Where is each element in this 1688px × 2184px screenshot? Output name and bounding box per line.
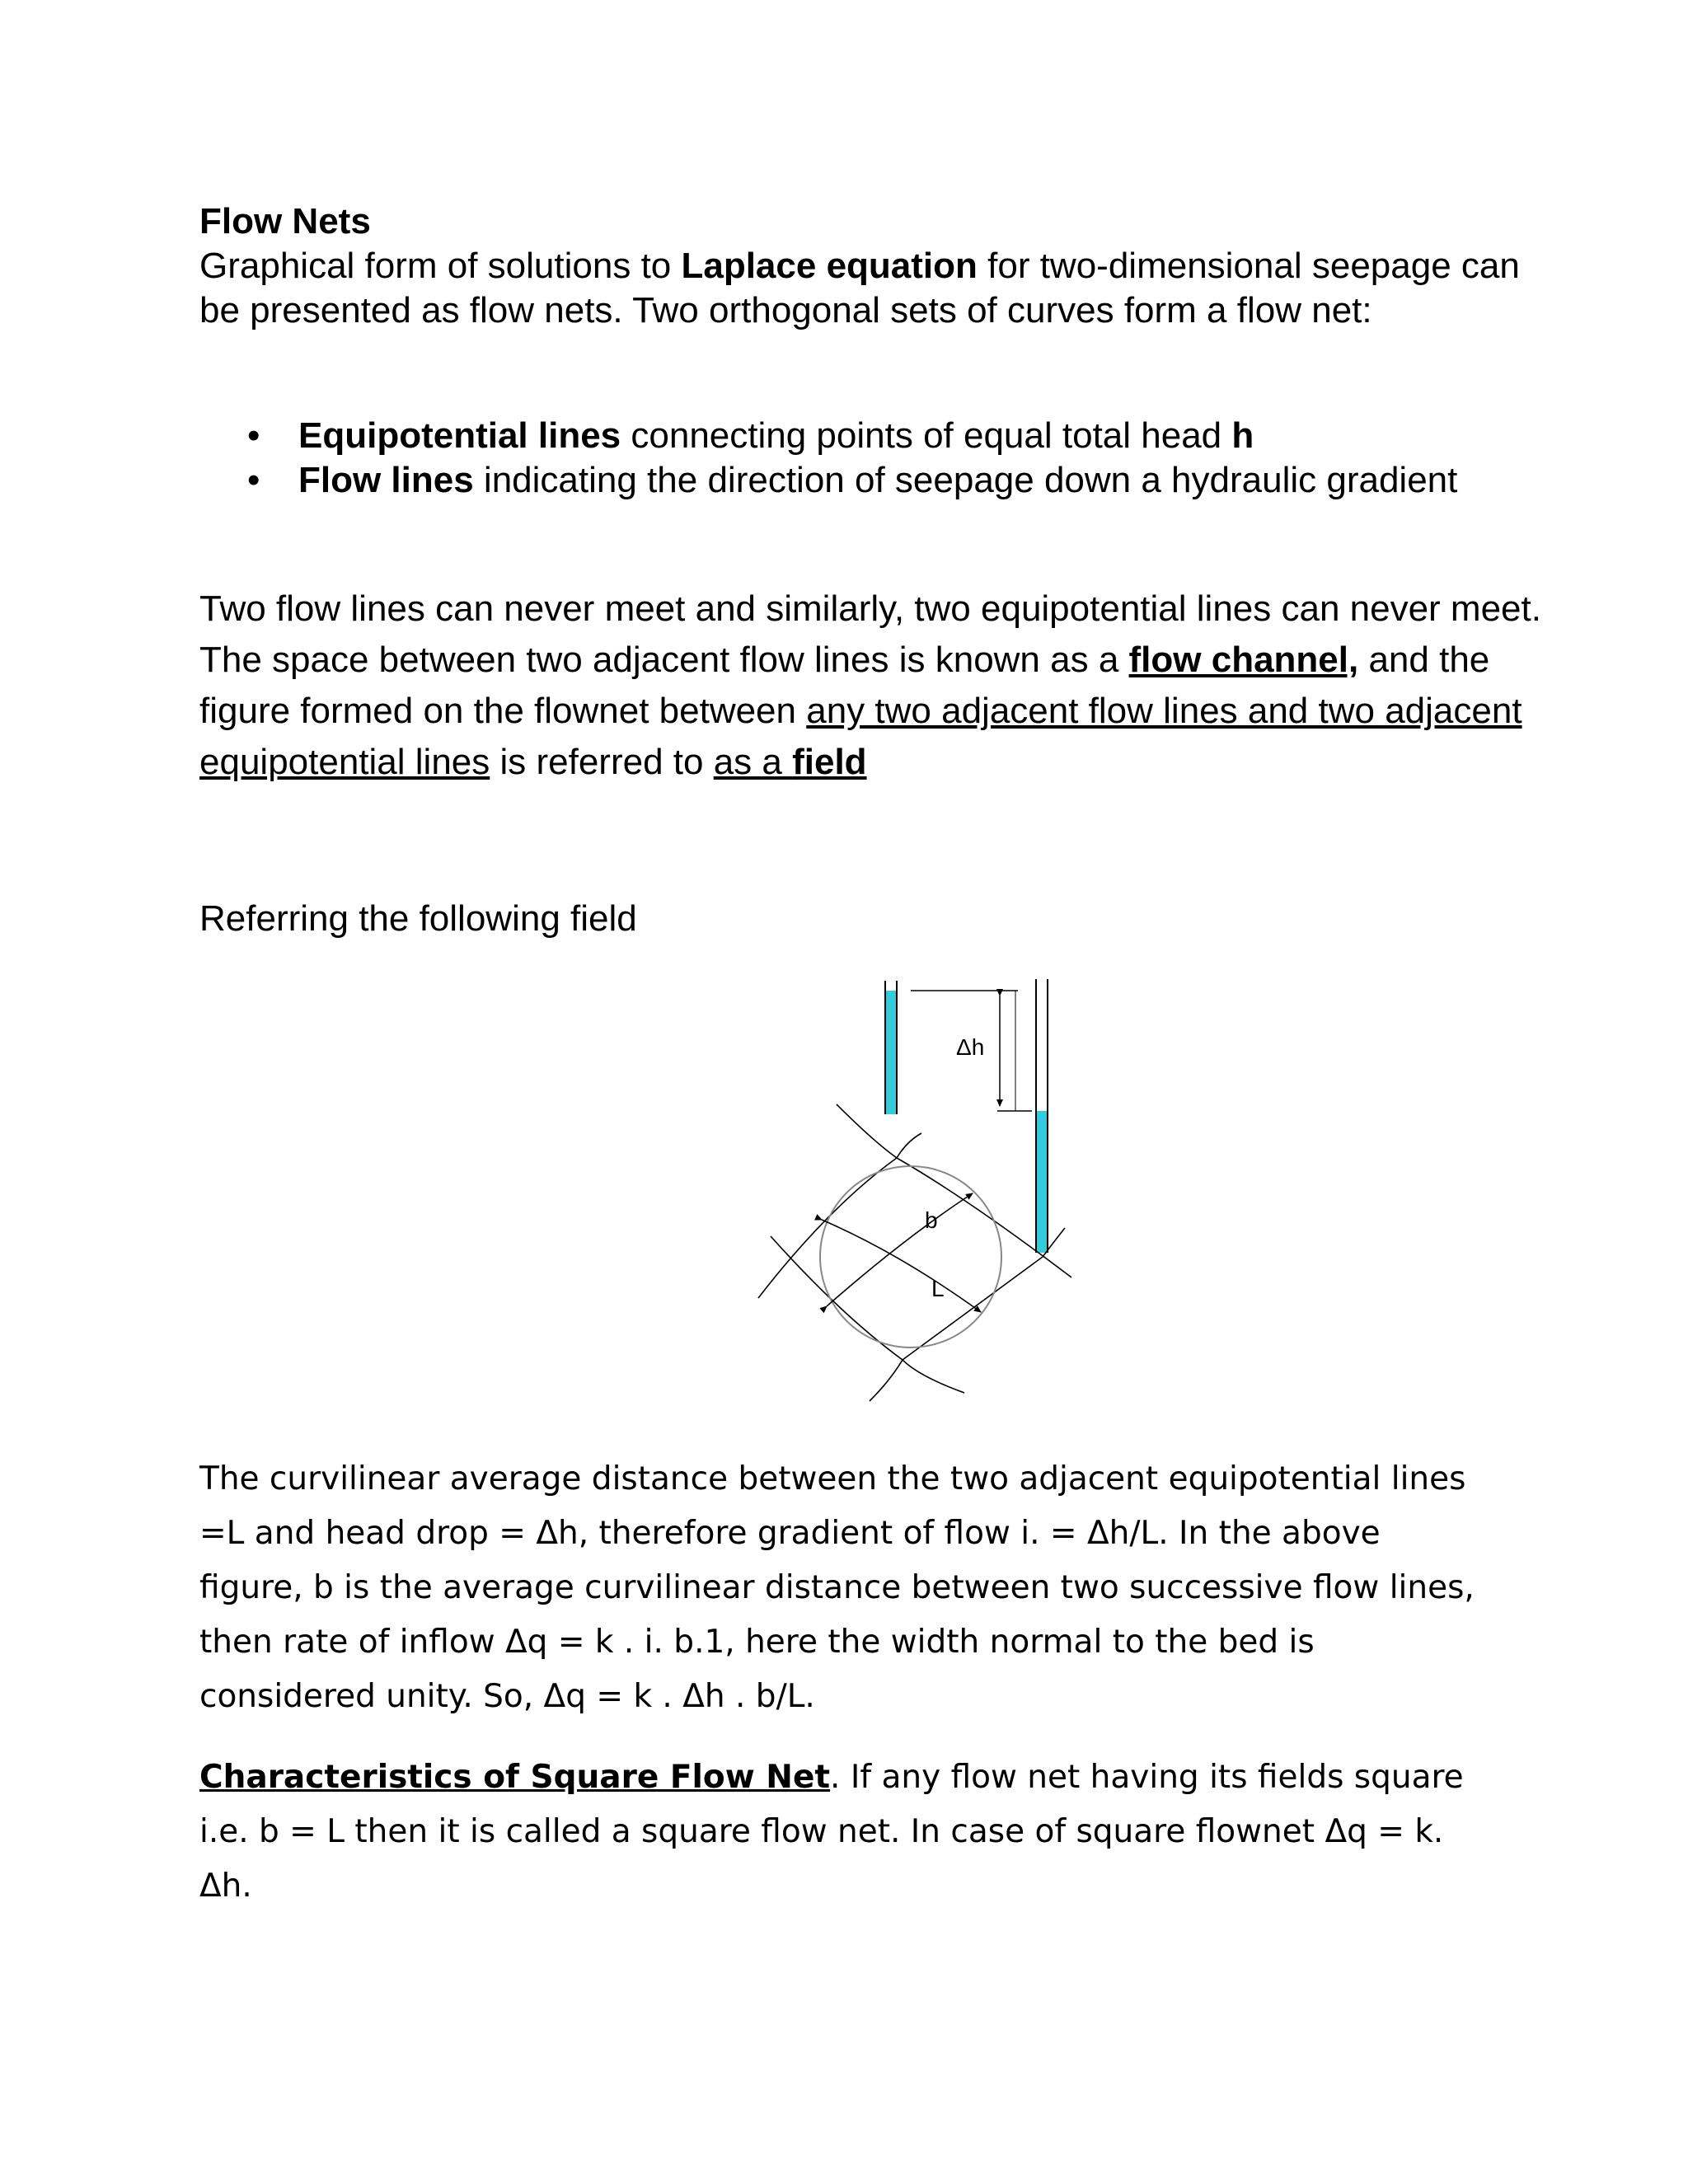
bottom-tails: [870, 1360, 964, 1401]
flow-net-curves: [758, 1104, 1071, 1401]
paragraph-text: . If any flow net having its fields square i.e. b = L then it is called a square flow net. In case of square flownet Δq = k. Δh.: [199, 1759, 1464, 1905]
figure-intro: Referring the following field: [199, 898, 637, 939]
intro-text: for two-dimensional seepage can be presented as flow nets. Two orthogonal sets of curves form a flow net:: [199, 246, 1520, 330]
bullet-list: [199, 414, 1551, 503]
term-flow-lines: Flow lines: [298, 460, 474, 500]
paragraph-text: Two flow lines can never meet and similarly, two equipotential lines can never meet. The space between two adjacent flow lines is known as a: [199, 588, 1541, 680]
laplace-term: Laplace equation: [681, 246, 978, 286]
bullet-icon: •: [247, 415, 260, 456]
field-term: field: [792, 742, 867, 782]
flow-channel-paragraph: [199, 583, 1551, 788]
field-prefix: as a: [713, 742, 793, 782]
intro-text: Graphical form of solutions to: [199, 246, 682, 286]
page-title: Flow Nets: [199, 201, 371, 241]
inscribed-circle: [820, 1166, 1001, 1347]
head-drop-dimension: [911, 991, 1032, 1111]
equipotential-line-upper: [758, 1158, 897, 1298]
water-column-left: [886, 991, 896, 1114]
equipotential-line-lower: [903, 1257, 1043, 1360]
standpipe-left: [885, 981, 897, 1114]
flow-field-diagram: [709, 972, 1088, 1426]
term-description: connecting points of equal total head: [621, 415, 1232, 456]
width-arrow: [827, 1193, 973, 1306]
square-flow-net-paragraph: [199, 1750, 1485, 1914]
length-arrow: [822, 1220, 981, 1312]
measurement-arrows: [822, 1193, 981, 1312]
section-title: Characteristics of Square Flow Net: [199, 1759, 831, 1796]
upper-left-tail: [897, 1133, 921, 1158]
field-definition: any two adjacent flow lines and two adjacent equipotential lines: [199, 691, 1522, 782]
term-description: indicating the direction of seepage down a hydraulic gradient: [473, 460, 1458, 500]
term-equipotential: Equipotential lines: [298, 415, 621, 456]
standpipe-right: [1036, 979, 1048, 1253]
flow-channel-term: flow channel,: [1128, 640, 1359, 680]
b-label: b: [925, 1207, 938, 1233]
paragraph-text: and the figure formed on the flownet between: [199, 640, 1490, 731]
gradient-paragraph: The curvilinear average distance between the two adjacent equipotential lines =L and head drop = Δh, therefore gradient of flow i. = Δh/L. In the above figure, b is the average curvilinear distance between two successive flow lines, then rate of inflow Δq = k . i. b.1, here the width normal to the bed is considered unity. So, Δq = k . Δh . b/L.: [199, 1460, 1475, 1715]
term-h: h: [1231, 415, 1254, 456]
L-label: L: [931, 1276, 945, 1301]
list-item: [199, 458, 1551, 503]
intro-paragraph: [199, 244, 1551, 333]
water-column-right: [1037, 1111, 1047, 1253]
paragraph-text: is referred to: [490, 742, 714, 782]
list-item: [199, 414, 1551, 458]
delta-h-label: Δh: [956, 1034, 985, 1060]
bullet-icon: •: [247, 460, 260, 500]
